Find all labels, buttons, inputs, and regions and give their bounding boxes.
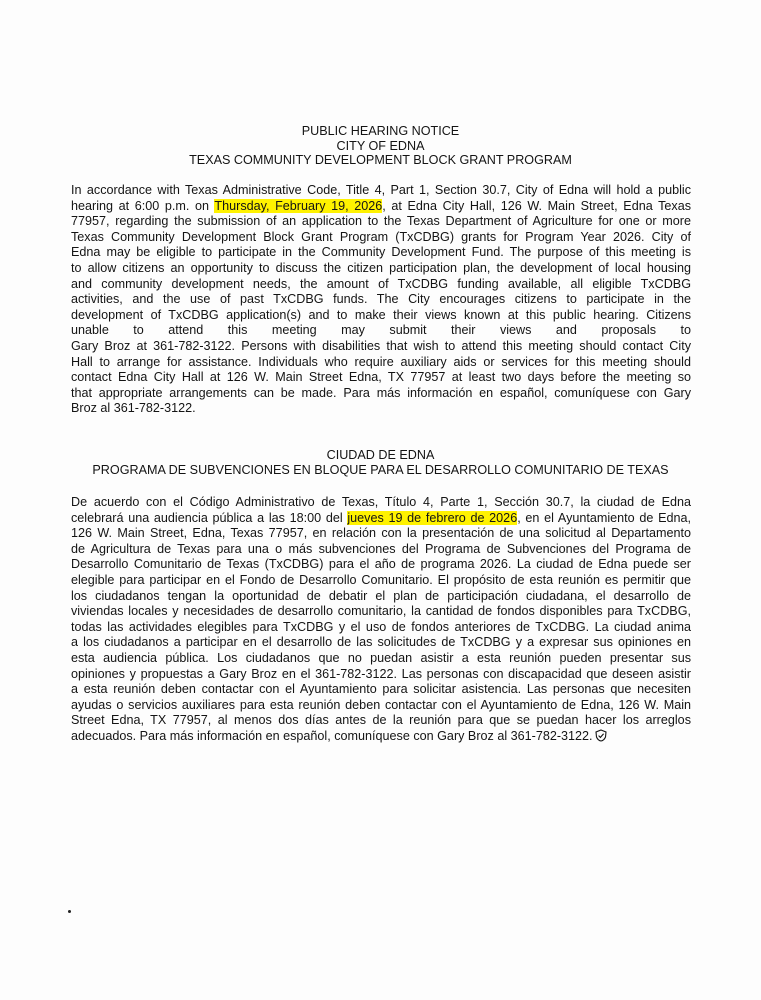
body-line: Gary Broz at 361-782-3122. Persons with disabilities that wish to attend this meeting should contact City <box>71 338 691 353</box>
body-line: 77957, regarding the submission of an application to the Texas Department of Agriculture for one or more <box>71 214 691 229</box>
body-line: to allow citizens an opportunity to discuss the citizen participation plan, the development of local housing <box>71 260 691 275</box>
body-line: opiniones y propuestas a Gary Broz en el 361-782-3122. Las personas con discapacidad que deseen asistir <box>71 666 691 681</box>
city-name: CITY OF EDNA <box>336 138 425 153</box>
body-line: los ciudadanos tengan la oportunidad de debatir el plan de participación ciudadana, el desarrollo de <box>71 588 691 603</box>
final-sentence: adecuados. Para más información en español, comuníquese con Gary Broz al 361-782-3122. <box>71 728 593 743</box>
body-line: Hall to arrange for assistance. Individuals who require auxiliary aids or services for this meeting should <box>71 354 691 369</box>
date-prefix: celebrará una audiencia pública a las 18:00 del <box>71 510 348 525</box>
body-line: a esta reunión deben contactar con el Ayuntamiento para solicitar asistencia. Las personas que necesiten <box>71 682 691 697</box>
body-line-final <box>71 729 691 745</box>
body-line: Texas Community Development Block Grant Program (TxCDBG) grants for Program Year 2026. City of <box>71 229 691 244</box>
body-line: a los ciudadanos a participar en el desarrollo de las solicitudes de TxCDBG y a expresar sus opiniones en <box>71 635 691 650</box>
body-line: Edna may be eligible to participate in the Community Development Fund. The purpose of this meeting is <box>71 245 691 260</box>
body-line: 126 W. Main Street, Edna, Texas 77957, en relación con la presentación de una solicitud al Departamento <box>71 526 691 541</box>
scan-speck <box>68 910 71 913</box>
body-line: that appropriate arrangements can be made. Para más información en español, comuníquese con Gary <box>71 385 691 400</box>
body-line: De acuerdo con el Código Administrativo de Texas, Título 4, Parte 1, Sección 30.7, la ciudad de Edna <box>71 495 691 509</box>
english-body <box>71 183 691 417</box>
body-line: unable to attend this meeting may submit their views and proposals to <box>71 323 691 338</box>
hearing-date-highlight: jueves 19 de febrero de 2026 <box>347 510 518 525</box>
spanish-city-name: CIUDAD DE EDNA <box>326 448 435 462</box>
body-line: development of TxCDBG application(s) and to make their views known at this public hearing. Citizens <box>71 307 691 322</box>
english-heading <box>0 124 761 168</box>
notice-title: PUBLIC HEARING NOTICE <box>301 124 460 138</box>
hearing-date-highlight: Thursday, February 19, 2026 <box>214 198 383 213</box>
body-line: todas las actividades elegibles para TxCDBG y el uso de fondos anteriores de TxCDBG. La ciudad anima <box>71 619 691 634</box>
body-line: ayudas o servicios auxiliares para esta reunión deben contactar con el Ayuntamiento de Edna, 126 W. Main <box>71 697 691 712</box>
body-line: Desarrollo Comunitario de Texas (TxCDBG) para el año de programa 2026. La ciudad de Edna puede ser <box>71 557 691 572</box>
spanish-program-name: PROGRAMA DE SUBVENCIONES EN BLOQUE PARA EL DESARROLLO COMUNITARIO DE TEXAS <box>92 462 669 477</box>
body-line-date <box>71 199 691 215</box>
body-line: elegible para participar en el Fondo de Desarrollo Comunitario. El propósito de esta reunión es permitir que <box>71 572 691 587</box>
body-line: Broz al 361-782-3122. <box>71 401 196 416</box>
body-line-date <box>71 511 691 527</box>
body-line: contact Edna City Hall at 126 W. Main Street Edna, TX 77957 at least two days before the meeting so <box>71 370 691 385</box>
body-line: and community development needs, the amount of TxCDBG funding available, all eligible TxCDBG <box>71 276 691 291</box>
date-suffix: , at Edna City Hall, 126 W. Main Street, Edna Texas <box>382 198 691 213</box>
body-line: Street Edna, TX 77957, al menos dos días antes de la reunión para que se puedan hacer los arreglos <box>71 713 691 728</box>
program-name: TEXAS COMMUNITY DEVELOPMENT BLOCK GRANT PROGRAM <box>189 153 572 167</box>
check-shield-icon <box>595 729 607 747</box>
date-prefix: hearing at 6:00 p.m. on <box>71 198 215 213</box>
spanish-heading <box>0 448 761 477</box>
body-line: de Agricultura de Texas para una o más subvenciones del Programa de Subvenciones del Programa de <box>71 541 691 556</box>
body-line: viviendas locales y necesidades de desarrollo comunitario, la cantidad de fondos disponibles para TxCDBG, <box>71 604 691 619</box>
body-line: In accordance with Texas Administrative Code, Title 4, Part 1, Section 30.7, City of Edna will hold a public <box>71 183 691 197</box>
body-line: esta audiencia pública. Los ciudadanos que no puedan asistir a esta reunión pueden presentar sus <box>71 650 691 665</box>
date-suffix: , en el Ayuntamiento de Edna, <box>517 510 692 525</box>
body-line: activities, and the use of past TxCDBG funds. The City encourages citizens to participate in the <box>71 292 691 307</box>
spanish-body <box>71 495 691 745</box>
